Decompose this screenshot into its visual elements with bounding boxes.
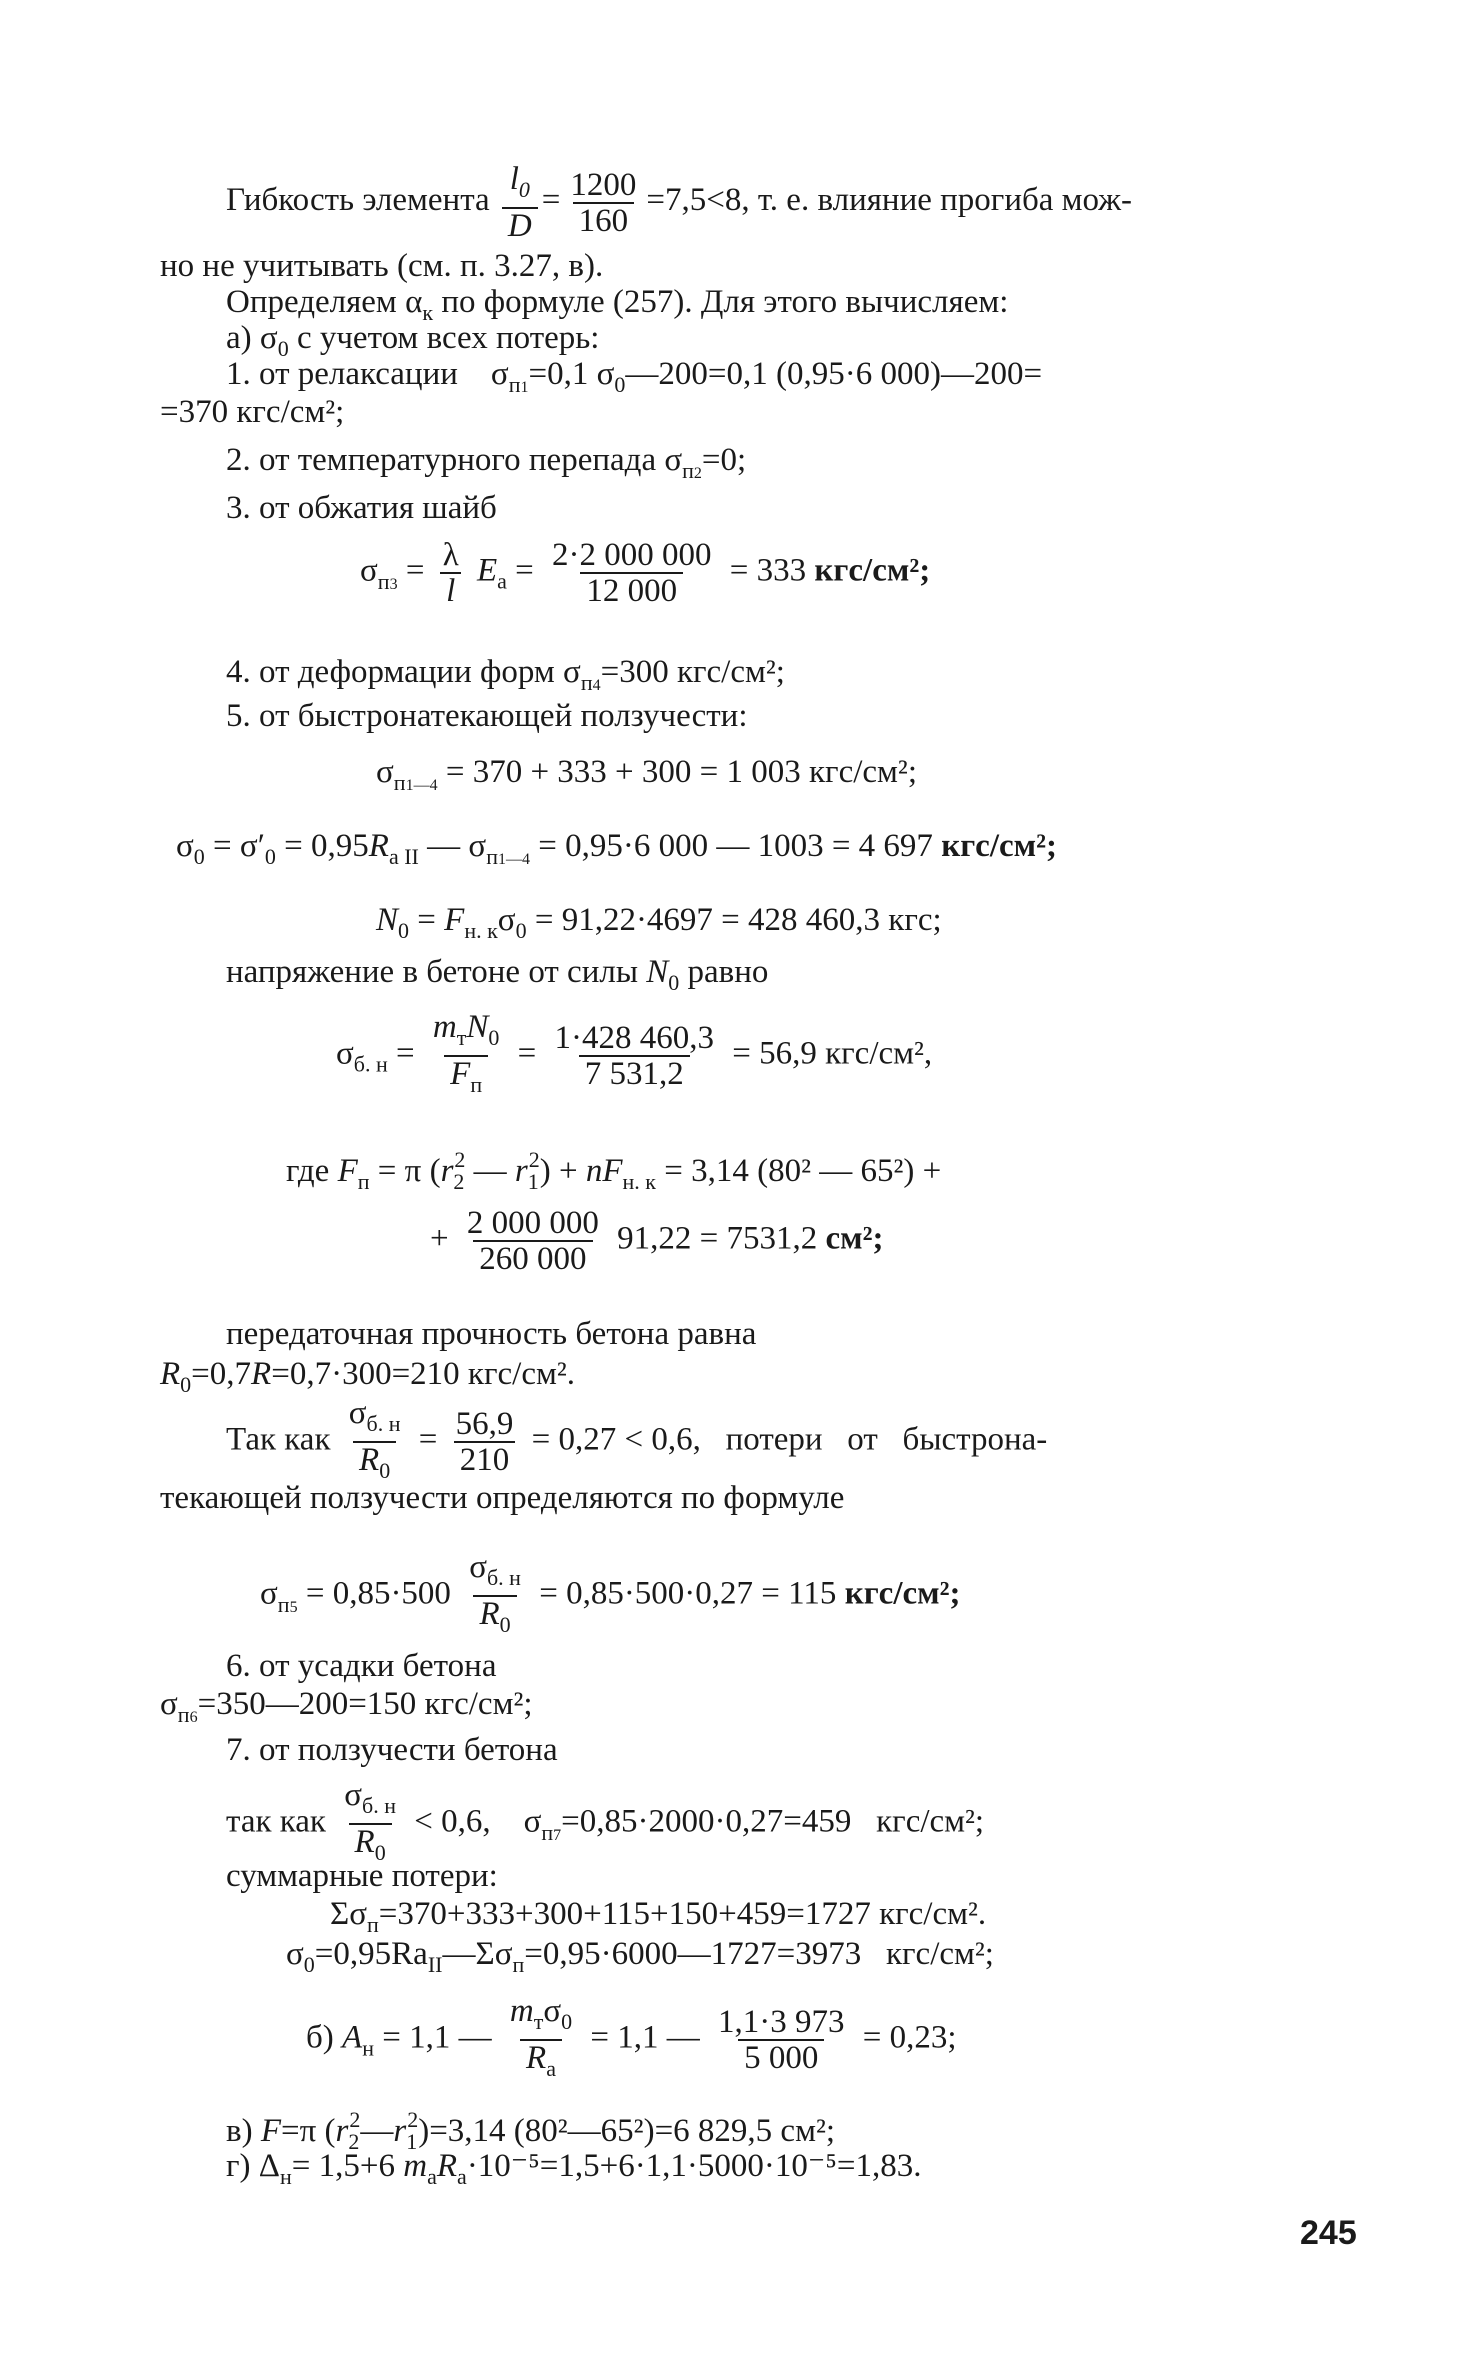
text-line-18: 7. от ползучести бетона xyxy=(226,1732,558,1768)
formula-sigma-bn: $\sigma_{б. н}$ = $\frac{m_тN_0}{F_п}$ = $\frac{1\cdot 428 460,3}{7 531,2}$ = 56,9 кгс/см², xyxy=(336,1010,932,1102)
text-line-15: текающей ползучести определяются по формуле xyxy=(160,1480,845,1516)
text-line-8: 3. от обжатия шайб xyxy=(226,490,497,526)
formula-sigma-p1-4: $\sigma_{п1—4} = 370 + 333 + 300 = 1$ 003 кгс/см²; xyxy=(376,754,917,795)
text-line-4: а) $\sigma_0$ с учетом всех потерь: xyxy=(226,320,600,361)
page-number: 245 xyxy=(1300,2214,1357,2252)
text-line-22: в) F=π $(r_2^2—r_1^2)=3,14$ (80²—65²)=6 829,5 см²; xyxy=(226,2107,836,2154)
text-line-3: Определяем $\alpha_к$ по формуле (257). Для этого вычисляем: xyxy=(226,284,1009,325)
text-line-6: =370 кгс/см²; xyxy=(160,394,345,430)
formula-Fp-continued: + $\frac{2 000 000}{260 000}$ 91,22 = 7531,2 см²; xyxy=(430,1205,884,1277)
text-line-5: 1. от релаксации $\sigma_{п1}=0,1$ $\sigma_0—200=0,1$ (0,95·6 000)—200= xyxy=(226,356,1043,397)
formula-sigma0: $\sigma_0 = \sigma'_0 = 0,95R_{а II}$ — $\sigma_{п1—4} = 0,95\cdot 6$ 000 — 1003 = 4 697 кгс/см²; xyxy=(176,828,1058,869)
text-line-14: Так как $\frac{\sigma_{б. н}}{R_0}$ = $\frac{56,9}{210}$ = 0,27 < 0,6, потери от быстрона- xyxy=(226,1396,1047,1488)
text-line-10: 5. от быстронатекающей ползучести: xyxy=(226,698,748,734)
text-line-11: напряжение в бетоне от силы $N_0$ равно xyxy=(226,954,769,995)
formula-An: б) $A_н = 1,1$ — $\frac{m_т\sigma_0}{R_а}$ = 1,1 — $\frac{1,1\cdot 3 973}{5 000}$ = 0,23; xyxy=(306,1994,957,2086)
formula-N0: $N_0 = F_{н. к}\sigma_0 = 91,22\cdot 4697 = 428$ 460,3 кгс; xyxy=(376,902,942,943)
text-line-16: 6. от усадки бетона xyxy=(226,1648,497,1684)
text-line-1: Гибкость элемента $\frac{l_0}{D}$ = $\frac{1200}{160}$ =7,5<8, т. е. влияние прогиба мож- xyxy=(226,161,1133,244)
formula-sigma-p7: так как $\frac{\sigma_{б. н}}{R_0}$ < 0,6, $\sigma_{п7}=0,85\cdot 2000\cdot 0,27=459$ кгс/см²; xyxy=(226,1778,984,1870)
text-line-7: 2. от температурного перепада $\sigma_{п2}=0$; xyxy=(226,442,747,483)
text-line-2: но не учитывать (см. п. 3.27, в). xyxy=(160,248,604,284)
text-line-9: 4. от деформации форм $\sigma_{п4}=300$ кгс/см²; xyxy=(226,654,785,695)
formula-Fp: где $F_п = \pi$ ($r_2^2$ — $r_1^2) + nF_{н. к} = 3,14$ (80² — 65²) + xyxy=(286,1147,942,1194)
text-line-19: суммарные потери: xyxy=(226,1858,498,1894)
text-line-13: $R_0=0,7R=0,7\cdot 300=210$ кгс/см². xyxy=(160,1356,575,1397)
formula-sigma-p3: $\sigma_{п3}$ = $\frac{\lambda}{l}$ $E_а$ = $\frac{2\cdot 2 000 000}{12 000}$ = 333 кгс/см²; xyxy=(360,537,931,609)
formula-sigma-p5: $\sigma_{п5} = 0,85\cdot 500$ $\frac{\sigma_{б. н}}{R_0}$ = 0,85·500·0,27 = 115 кгс/см²; xyxy=(260,1550,961,1642)
text-line-23: г) $\Delta_н= 1,5+6$ $m_аR_а\cdot 10^{-5}=1,5+6\cdot 1,1\cdot 5000\cdot 10^{-5}=1,83$. xyxy=(226,2148,922,2189)
text-line-17: $\sigma_{п6}=350—200=150$ кгс/см²; xyxy=(160,1686,533,1727)
text-line-20: $\Sigma\sigma_п=370+333+300+115+150+459=1727$ кгс/см². xyxy=(330,1896,987,1937)
text-line-12: передаточная прочность бетона равна xyxy=(226,1316,757,1352)
text-line-21: $\sigma_0=0,95Ra_{II}—\Sigma\sigma_п=0,95\cdot 6000—1727=3973$ кгс/см²; xyxy=(286,1936,994,1977)
